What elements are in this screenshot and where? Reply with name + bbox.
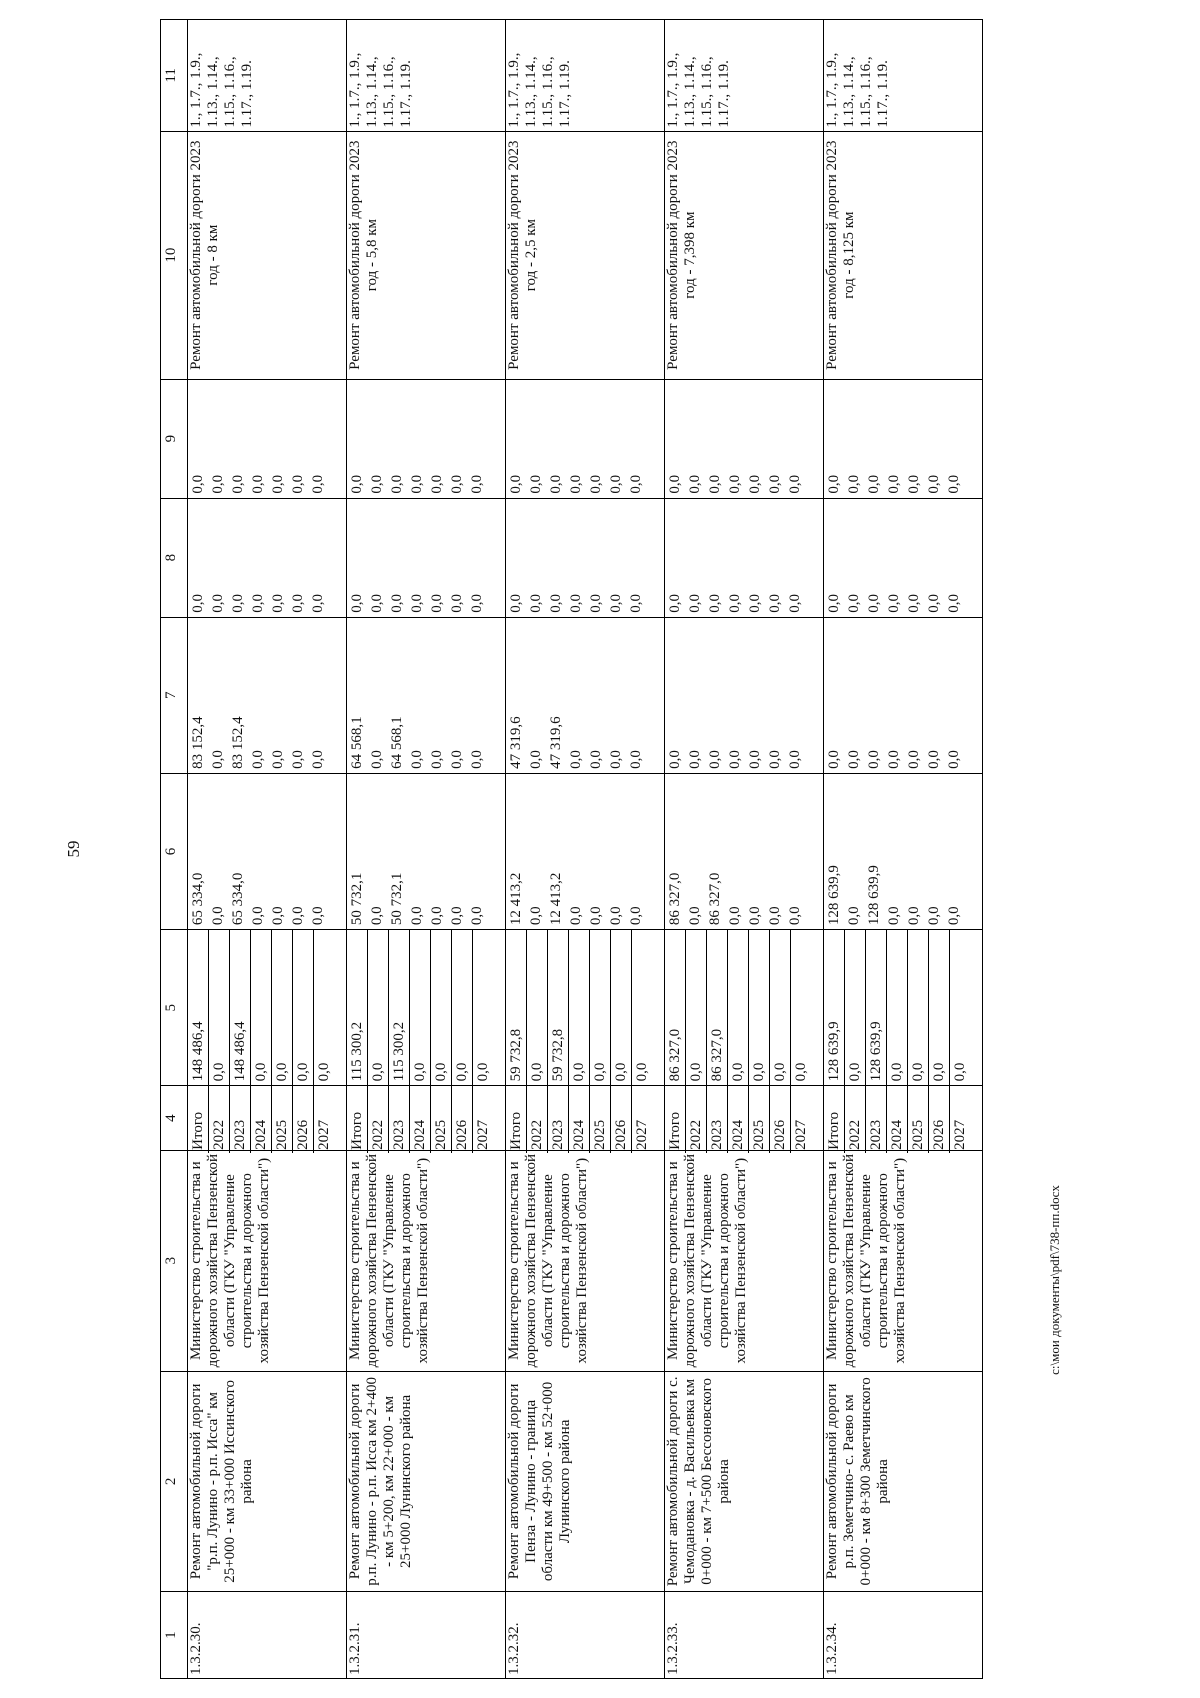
funding-col8-value: 0,0: [310, 593, 326, 613]
activity-code: 1.3.2.34.: [824, 1592, 983, 1679]
funding-col9-value: 0,0: [608, 474, 624, 494]
funding-col8-value: 0,0: [787, 593, 803, 613]
executor: Министерство строительства и дорожного хозяйства Пензенской области (ГКУ "Управление строительства и дорожного хозяйства Пензенской области"): [347, 1150, 506, 1371]
year-list-value: 2022: [209, 1083, 230, 1152]
year-list-value: 2023: [230, 1083, 251, 1152]
funding-col9-value: 0,0: [767, 474, 783, 494]
rotated-table-sheet: [160, 19, 1200, 1679]
total-funding-value: 0,0: [293, 930, 314, 1085]
funding-col8-value: 0,0: [190, 593, 206, 613]
funding-col7-value: 0,0: [787, 750, 803, 769]
funding-col7-value: 0,0: [906, 750, 922, 769]
year-list: [347, 1086, 506, 1150]
funding-col7-value: 0,0: [588, 750, 604, 769]
funding-col9-value: 0,0: [250, 474, 266, 494]
year-list-value: 2027: [793, 1119, 809, 1150]
funding-col9-value: 0,0: [846, 474, 862, 494]
funding-col8-value: 0,0: [210, 593, 226, 613]
funding-col7-value: 0,0: [767, 750, 783, 769]
total-funding-value: 0,0: [452, 930, 473, 1085]
funding-col6: [506, 773, 665, 929]
funding-col8-value: 0,0: [906, 593, 922, 613]
total-funding-value: 128 639,9: [824, 930, 845, 1085]
funding-col7-value: 0,0: [290, 750, 306, 769]
funding-col6-value: 65 334,0: [230, 872, 246, 926]
funding-col6-value: 0,0: [369, 906, 385, 926]
funding-col7-value: 0,0: [707, 750, 723, 769]
funding-col6-value: 0,0: [568, 906, 584, 926]
year-list: [506, 1086, 665, 1150]
program-activities-table: [160, 19, 983, 1679]
funding-col7-value: 0,0: [628, 750, 644, 769]
funding-col7-value: 0,0: [250, 750, 266, 769]
funding-col9-value: 0,0: [926, 474, 942, 494]
funding-col9-value: 0,0: [906, 474, 922, 494]
year-list-value: 2027: [475, 1119, 491, 1150]
funding-col9-value: 0,0: [866, 474, 882, 494]
year-list-value: 2026: [611, 1083, 632, 1152]
funding-col7-value: 0,0: [568, 750, 584, 769]
column-header-10: 10: [161, 131, 188, 379]
funding-col6-value: 0,0: [449, 906, 465, 926]
expected-result: Ремонт автомобильной дороги 2023 год - 8,125 км: [824, 131, 983, 379]
funding-col9-value: 0,0: [190, 474, 206, 494]
total-funding-value: 0,0: [316, 1062, 332, 1082]
funding-col9-value: 0,0: [588, 474, 604, 494]
year-list-value: 2022: [527, 1083, 548, 1152]
funding-col9: [188, 379, 347, 498]
funding-col7: [824, 617, 983, 773]
year-list: [188, 1086, 347, 1150]
funding-col6: [824, 773, 983, 929]
total-funding-value: 0,0: [634, 1062, 650, 1082]
funding-col7-value: 0,0: [747, 750, 763, 769]
funding-col9-value: 0,0: [290, 474, 306, 494]
funding-col8-value: 0,0: [469, 593, 485, 613]
column-header-1: 1: [161, 1592, 188, 1679]
total-funding: [347, 930, 506, 1086]
funding-col7-value: 0,0: [369, 750, 385, 769]
funding-col6-value: 0,0: [628, 906, 644, 926]
funding-col6-value: 0,0: [310, 906, 326, 926]
expected-result: Ремонт автомобильной дороги 2023 год - 2,5 км: [506, 131, 665, 379]
funding-col6-value: 0,0: [946, 906, 962, 926]
column-header-4: 4: [161, 1086, 188, 1150]
year-list-value: 2022: [368, 1083, 389, 1152]
funding-col8-value: 0,0: [946, 593, 962, 613]
column-header-9: 9: [161, 379, 188, 498]
funding-col7-value: 0,0: [926, 750, 942, 769]
funding-col6-value: 0,0: [727, 906, 743, 926]
funding-col6-value: 0,0: [787, 906, 803, 926]
funding-col6: [188, 773, 347, 929]
year-list-value: Итого: [188, 1083, 209, 1152]
year-list-value: 2023: [548, 1083, 569, 1152]
funding-col6-value: 65 334,0: [190, 872, 206, 926]
total-funding-value: 0,0: [475, 1062, 491, 1082]
funding-col9-value: 0,0: [548, 474, 564, 494]
funding-col6-value: 128 639,9: [866, 865, 882, 926]
funding-col9-value: 0,0: [727, 474, 743, 494]
funding-col7: [665, 617, 824, 773]
column-header-5: 5: [161, 930, 188, 1086]
funding-col9-value: 0,0: [946, 474, 962, 494]
year-list-value: 2027: [952, 1119, 968, 1150]
funding-col8-value: 0,0: [886, 593, 902, 613]
funding-col9-value: 0,0: [449, 474, 465, 494]
activity-code: 1.3.2.31.: [347, 1592, 506, 1679]
funding-col7: [506, 617, 665, 773]
total-funding-value: 0,0: [887, 930, 908, 1085]
funding-col8-value: 0,0: [369, 593, 385, 613]
funding-col7-value: 0,0: [210, 750, 226, 769]
activity-name: Ремонт автомобильной дороги р.п. Лунино - р.п. Исса км 2+400 - км 5+200, км 22+000 - км 25+000 Лунинского района: [347, 1371, 506, 1592]
funding-col7-value: 47 319,6: [508, 716, 524, 769]
year-list: [824, 1086, 983, 1150]
funding-col6-value: 0,0: [767, 906, 783, 926]
year-list-value: 2025: [749, 1083, 770, 1152]
table-row: [506, 20, 665, 1679]
funding-col6-value: 50 732,1: [389, 872, 405, 926]
funding-col8-value: 0,0: [588, 593, 604, 613]
funding-col6-value: 0,0: [687, 906, 703, 926]
funding-col7-value: 0,0: [608, 750, 624, 769]
funding-col6-value: 86 327,0: [667, 872, 683, 926]
funding-col8-value: 0,0: [270, 593, 286, 613]
column-header-11: 11: [161, 20, 188, 132]
year-list-value: 2026: [770, 1083, 791, 1152]
activity-name: Ремонт автомобильной дороги р.п. Земетчино- с. Раево км 0+000 - км 8+300 Земетчинского района: [824, 1371, 983, 1592]
column-header-8: 8: [161, 498, 188, 617]
year-list-value: 2026: [452, 1083, 473, 1152]
funding-col9-value: 0,0: [429, 474, 445, 494]
funding-col6-value: 0,0: [210, 906, 226, 926]
funding-col8-value: 0,0: [628, 593, 644, 613]
activity-code: 1.3.2.30.: [188, 1592, 347, 1679]
table-row: [665, 20, 824, 1679]
funding-col9-value: 0,0: [628, 474, 644, 494]
funding-col8-value: 0,0: [548, 593, 564, 613]
funding-col8-value: 0,0: [727, 593, 743, 613]
total-funding-value: 0,0: [793, 1062, 809, 1082]
funding-col8-value: 0,0: [349, 593, 365, 613]
funding-col8-value: 0,0: [568, 593, 584, 613]
funding-col7: [188, 617, 347, 773]
funding-col7-value: 0,0: [687, 750, 703, 769]
funding-col7-value: 0,0: [727, 750, 743, 769]
total-funding-value: 0,0: [845, 930, 866, 1085]
indicators: 1., 1.7., 1.9., 1.13., 1.14., 1.15., 1.16., 1.17., 1.19.: [824, 20, 983, 132]
executor: Министерство строительства и дорожного хозяйства Пензенской области (ГКУ "Управление строительства и дорожного хозяйства Пензенской области"): [188, 1150, 347, 1371]
funding-col7-value: 64 568,1: [389, 716, 405, 769]
funding-col7-value: 47 319,6: [548, 716, 564, 769]
funding-col6-value: 86 327,0: [707, 872, 723, 926]
funding-col8-value: 0,0: [389, 593, 405, 613]
executor: Министерство строительства и дорожного хозяйства Пензенской области (ГКУ "Управление строительства и дорожного хозяйства Пензенской области"): [665, 1150, 824, 1371]
page-number: 59: [64, 840, 83, 858]
funding-col9-value: 0,0: [826, 474, 842, 494]
total-funding-value: 0,0: [590, 930, 611, 1085]
funding-col7-value: 0,0: [469, 750, 485, 769]
funding-col7-value: 64 568,1: [349, 716, 365, 769]
funding-col8-value: 0,0: [429, 593, 445, 613]
column-header-2: 2: [161, 1371, 188, 1592]
year-list-value: 2024: [251, 1083, 272, 1152]
funding-col8-value: 0,0: [667, 593, 683, 613]
year-list-value: 2026: [293, 1083, 314, 1152]
total-funding-value: 0,0: [929, 930, 950, 1085]
total-funding-value: 0,0: [251, 930, 272, 1085]
funding-col9: [347, 379, 506, 498]
funding-col8-value: 0,0: [926, 593, 942, 613]
total-funding-value: 0,0: [410, 930, 431, 1085]
funding-col7-value: 0,0: [866, 750, 882, 769]
funding-col8-value: 0,0: [250, 593, 266, 613]
year-list: [665, 1086, 824, 1150]
year-list-value: Итого: [506, 1083, 527, 1152]
funding-col7-value: 83 152,4: [230, 716, 246, 769]
total-funding-value: 59 732,8: [506, 930, 527, 1085]
funding-col6-value: 0,0: [846, 906, 862, 926]
indicators: 1., 1.7., 1.9., 1.13., 1.14., 1.15., 1.16., 1.17., 1.19.: [188, 20, 347, 132]
year-list-value: 2025: [272, 1083, 293, 1152]
indicators: 1., 1.7., 1.9., 1.13., 1.14., 1.15., 1.16., 1.17., 1.19.: [506, 20, 665, 132]
funding-col8-value: 0,0: [767, 593, 783, 613]
funding-col7-value: 0,0: [449, 750, 465, 769]
funding-col6-value: 0,0: [250, 906, 266, 926]
funding-col9-value: 0,0: [687, 474, 703, 494]
total-funding-value: 0,0: [728, 930, 749, 1085]
column-header-7: 7: [161, 617, 188, 773]
funding-col6-value: 0,0: [290, 906, 306, 926]
funding-col7-value: 0,0: [846, 750, 862, 769]
funding-col8-value: 0,0: [826, 593, 842, 613]
funding-col9-value: 0,0: [508, 474, 524, 494]
year-list-value: Итого: [347, 1083, 368, 1152]
total-funding: [665, 930, 824, 1086]
activity-code: 1.3.2.32.: [506, 1592, 665, 1679]
column-header-3: 3: [161, 1150, 188, 1371]
funding-col9-value: 0,0: [707, 474, 723, 494]
activity-code: 1.3.2.33.: [665, 1592, 824, 1679]
funding-col9-value: 0,0: [886, 474, 902, 494]
funding-col6-value: 0,0: [608, 906, 624, 926]
funding-col8-value: 0,0: [687, 593, 703, 613]
year-list-value: 2023: [389, 1083, 410, 1152]
funding-col8: [188, 498, 347, 617]
total-funding-value: 0,0: [431, 930, 452, 1085]
funding-col6-value: 0,0: [747, 906, 763, 926]
funding-col7-value: 0,0: [429, 750, 445, 769]
funding-col8-value: 0,0: [230, 593, 246, 613]
year-list-value: 2023: [707, 1083, 728, 1152]
table-row: [188, 20, 347, 1679]
funding-col8-value: 0,0: [290, 593, 306, 613]
total-funding-value: 0,0: [368, 930, 389, 1085]
funding-col8-value: 0,0: [707, 593, 723, 613]
funding-col7-value: 0,0: [886, 750, 902, 769]
total-funding-value: 0,0: [749, 930, 770, 1085]
year-list-value: 2023: [866, 1083, 887, 1152]
funding-col9-value: 0,0: [230, 474, 246, 494]
funding-col9-value: 0,0: [568, 474, 584, 494]
funding-col9-value: 0,0: [667, 474, 683, 494]
funding-col6-value: 12 413,2: [508, 872, 524, 926]
funding-col6-value: 0,0: [409, 906, 425, 926]
funding-col9-value: 0,0: [747, 474, 763, 494]
funding-col6-value: 0,0: [429, 906, 445, 926]
funding-col9-value: 0,0: [409, 474, 425, 494]
funding-col8-value: 0,0: [508, 593, 524, 613]
total-funding-value: 0,0: [686, 930, 707, 1085]
funding-col7-value: 0,0: [946, 750, 962, 769]
expected-result: Ремонт автомобильной дороги 2023 год - 7,398 км: [665, 131, 824, 379]
total-funding-value: 0,0: [908, 930, 929, 1085]
executor: Министерство строительства и дорожного хозяйства Пензенской области (ГКУ "Управление строительства и дорожного хозяйства Пензенской области"): [506, 1150, 665, 1371]
year-list-value: 2027: [634, 1119, 650, 1150]
funding-col6-value: 12 413,2: [548, 872, 564, 926]
column-number-header-row: [161, 20, 188, 1679]
total-funding-value: 115 300,2: [347, 930, 368, 1085]
funding-col9: [506, 379, 665, 498]
funding-col6-value: 50 732,1: [349, 872, 365, 926]
total-funding-value: 0,0: [272, 930, 293, 1085]
activity-name: Ремонт автомобильной дороги с. Чемодановка - д. Васильевка км 0+000 - км 7+500 Бессоновского района: [665, 1371, 824, 1592]
funding-col9-value: 0,0: [210, 474, 226, 494]
funding-col6: [347, 773, 506, 929]
year-list-value: 2025: [590, 1083, 611, 1152]
funding-col7-value: 0,0: [528, 750, 544, 769]
funding-col6-value: 0,0: [906, 906, 922, 926]
funding-col9-value: 0,0: [310, 474, 326, 494]
funding-col6-value: 0,0: [886, 906, 902, 926]
funding-col8: [824, 498, 983, 617]
funding-col6-value: 0,0: [270, 906, 286, 926]
year-list-value: 2025: [908, 1083, 929, 1152]
year-list-value: 2026: [929, 1083, 950, 1152]
total-funding-value: 86 327,0: [707, 930, 728, 1085]
column-header-6: 6: [161, 773, 188, 929]
funding-col8: [347, 498, 506, 617]
funding-col9-value: 0,0: [528, 474, 544, 494]
funding-col9: [824, 379, 983, 498]
activity-name: Ремонт автомобильной дороги "р.п. Лунино - р.п. Исса" км 25+000 - км 33+000 Иссинского района: [188, 1371, 347, 1592]
funding-col8-value: 0,0: [528, 593, 544, 613]
year-list-value: 2024: [569, 1083, 590, 1152]
funding-col8: [506, 498, 665, 617]
total-funding-value: 128 639,9: [866, 930, 887, 1085]
funding-col6: [665, 773, 824, 929]
executor: Министерство строительства и дорожного хозяйства Пензенской области (ГКУ "Управление строительства и дорожного хозяйства Пензенской области"): [824, 1150, 983, 1371]
total-funding-value: 0,0: [569, 930, 590, 1085]
total-funding-value: 0,0: [527, 930, 548, 1085]
indicators: 1., 1.7., 1.9., 1.13., 1.14., 1.15., 1.16., 1.17., 1.19.: [665, 20, 824, 132]
total-funding: [824, 930, 983, 1086]
activity-name: Ремонт автомобильной дороги Пенза - Лунино - граница области км 49+500 - км 52+000 Лунинского района: [506, 1371, 665, 1592]
funding-col6-value: 0,0: [528, 906, 544, 926]
funding-col8-value: 0,0: [747, 593, 763, 613]
expected-result: Ремонт автомобильной дороги 2023 год - 5,8 км: [347, 131, 506, 379]
year-list-value: Итого: [824, 1083, 845, 1152]
total-funding-value: 86 327,0: [665, 930, 686, 1085]
funding-col7-value: 0,0: [270, 750, 286, 769]
funding-col7-value: 0,0: [667, 750, 683, 769]
funding-col9-value: 0,0: [787, 474, 803, 494]
year-list-value: 2024: [728, 1083, 749, 1152]
total-funding-value: 0,0: [611, 930, 632, 1085]
funding-col8-value: 0,0: [846, 593, 862, 613]
year-list-value: 2025: [431, 1083, 452, 1152]
funding-col6-value: 0,0: [926, 906, 942, 926]
funding-col6-value: 0,0: [469, 906, 485, 926]
total-funding-value: 148 486,4: [188, 930, 209, 1085]
funding-col8: [665, 498, 824, 617]
funding-col8-value: 0,0: [449, 593, 465, 613]
year-list-value: 2024: [410, 1083, 431, 1152]
expected-result: Ремонт автомобильной дороги 2023 год - 8 км: [188, 131, 347, 379]
funding-col7-value: 0,0: [409, 750, 425, 769]
funding-col8-value: 0,0: [608, 593, 624, 613]
year-list-value: Итого: [665, 1083, 686, 1152]
table-row: [347, 20, 506, 1679]
total-funding: [188, 930, 347, 1086]
funding-col7-value: 83 152,4: [190, 716, 206, 769]
funding-col9-value: 0,0: [270, 474, 286, 494]
funding-col9-value: 0,0: [349, 474, 365, 494]
file-path-footer: c:\мои документы\pdf\738-пп.docx: [1047, 1185, 1062, 1375]
funding-col9: [665, 379, 824, 498]
year-list-value: 2024: [887, 1083, 908, 1152]
funding-col8-value: 0,0: [409, 593, 425, 613]
year-list-value: 2022: [686, 1083, 707, 1152]
total-funding-value: 0,0: [209, 930, 230, 1085]
total-funding-value: 0,0: [770, 930, 791, 1085]
table-row: [824, 20, 983, 1679]
funding-col7-value: 0,0: [826, 750, 842, 769]
total-funding-value: 0,0: [952, 1062, 968, 1082]
funding-col7-value: 0,0: [310, 750, 326, 769]
funding-col8-value: 0,0: [866, 593, 882, 613]
indicators: 1., 1.7., 1.9., 1.13., 1.14., 1.15., 1.16., 1.17., 1.19.: [347, 20, 506, 132]
funding-col6-value: 128 639,9: [826, 865, 842, 926]
funding-col9-value: 0,0: [369, 474, 385, 494]
funding-col7: [347, 617, 506, 773]
funding-col9-value: 0,0: [389, 474, 405, 494]
year-list-value: 2022: [845, 1083, 866, 1152]
total-funding-value: 115 300,2: [389, 930, 410, 1085]
funding-col6-value: 0,0: [588, 906, 604, 926]
year-list-value: 2027: [316, 1119, 332, 1150]
total-funding-value: 148 486,4: [230, 930, 251, 1085]
total-funding-value: 59 732,8: [548, 930, 569, 1085]
funding-col9-value: 0,0: [469, 474, 485, 494]
total-funding: [506, 930, 665, 1086]
